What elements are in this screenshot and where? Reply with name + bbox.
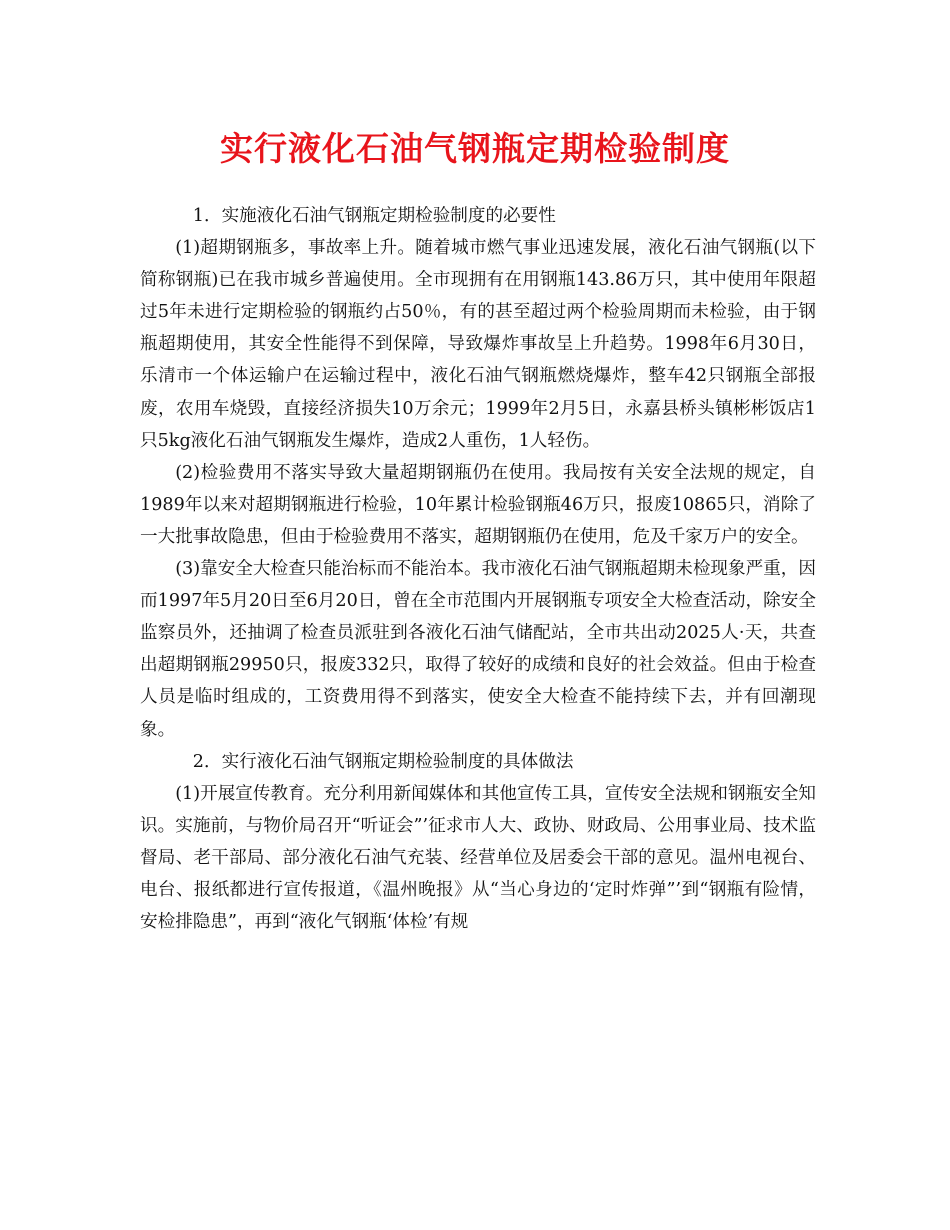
document-body — [140, 200, 816, 938]
paragraph-1-1: (1)超期钢瓶多，事故率上升。随着城市燃气事业迅速发展，液化石油气钢瓶(以下简称钢瓶)已在我市城乡普遍使用。全市现拥有在用钢瓶143.86万只，其中使用年限超过5年未进行定期检验的钢瓶约占50％，有的甚至超过两个检验周期而未检验，由于钢瓶超期使用，其安全性能得不到保障，导致爆炸事故呈上升趋势。1998年6月30日，乐清市一个体运输户在运输过程中，液化石油气钢瓶燃烧爆炸，整车42只钢瓶全部报废，农用车烧毁，直接经济损失10万余元；1999年2月5日，永嘉县桥头镇彬彬饭店1只5kg液化石油气钢瓶发生爆炸，造成2人重伤，1人轻伤。 — [140, 238, 816, 451]
section-heading-1: 1．实施液化石油气钢瓶定期检验制度的必要性 — [192, 206, 556, 226]
paragraph-1-3: (3)靠安全大检查只能治标而不能治本。我市液化石油气钢瓶超期未检现象严重，因而1997年5月20日至6月20日，曾在全市范围内开展钢瓶专项安全大检查活动，除安全监察员外，还抽调了检查员派驻到各液化石油气储配站，全市共出动2025人·天，共查出超期钢瓶29950只，报废332只，取得了较好的成绩和良好的社会效益。但由于检查人员是临时组成的，工资费用得不到落实，使安全大检查不能持续下去，并有回潮现象。 — [140, 559, 816, 740]
paragraph-1-2: (2)检验费用不落实导致大量超期钢瓶仍在使用。我局按有关安全法规的规定，自1989年以来对超期钢瓶进行检验，10年累计检验钢瓶46万只，报废10865只，消除了一大批事故隐患，但由于检验费用不落实，超期钢瓶仍在使用，危及千家万户的安全。 — [140, 462, 816, 547]
paragraph-2-1: (1)开展宣传教育。充分利用新闻媒体和其他宣传工具，宣传安全法规和钢瓶安全知识。实施前，与物价局召开“听证会”’征求市人大、政协、财政局、公用事业局、技术监督局、老干部局、部分液化石油气充装、经营单位及居委会干部的意见。温州电视台、电台、报纸都进行宣传报道，《温州晚报》从“当心身边的‘定时炸弹”’到“钢瓶有险情，安检排隐患”，再到“液化气钢瓶‘体检’有规 — [140, 783, 816, 933]
document-title: 实行液化石油气钢瓶定期检验制度 — [220, 129, 730, 168]
section-heading-2: 2．实行液化石油气钢瓶定期检验制度的具体做法 — [192, 751, 574, 772]
